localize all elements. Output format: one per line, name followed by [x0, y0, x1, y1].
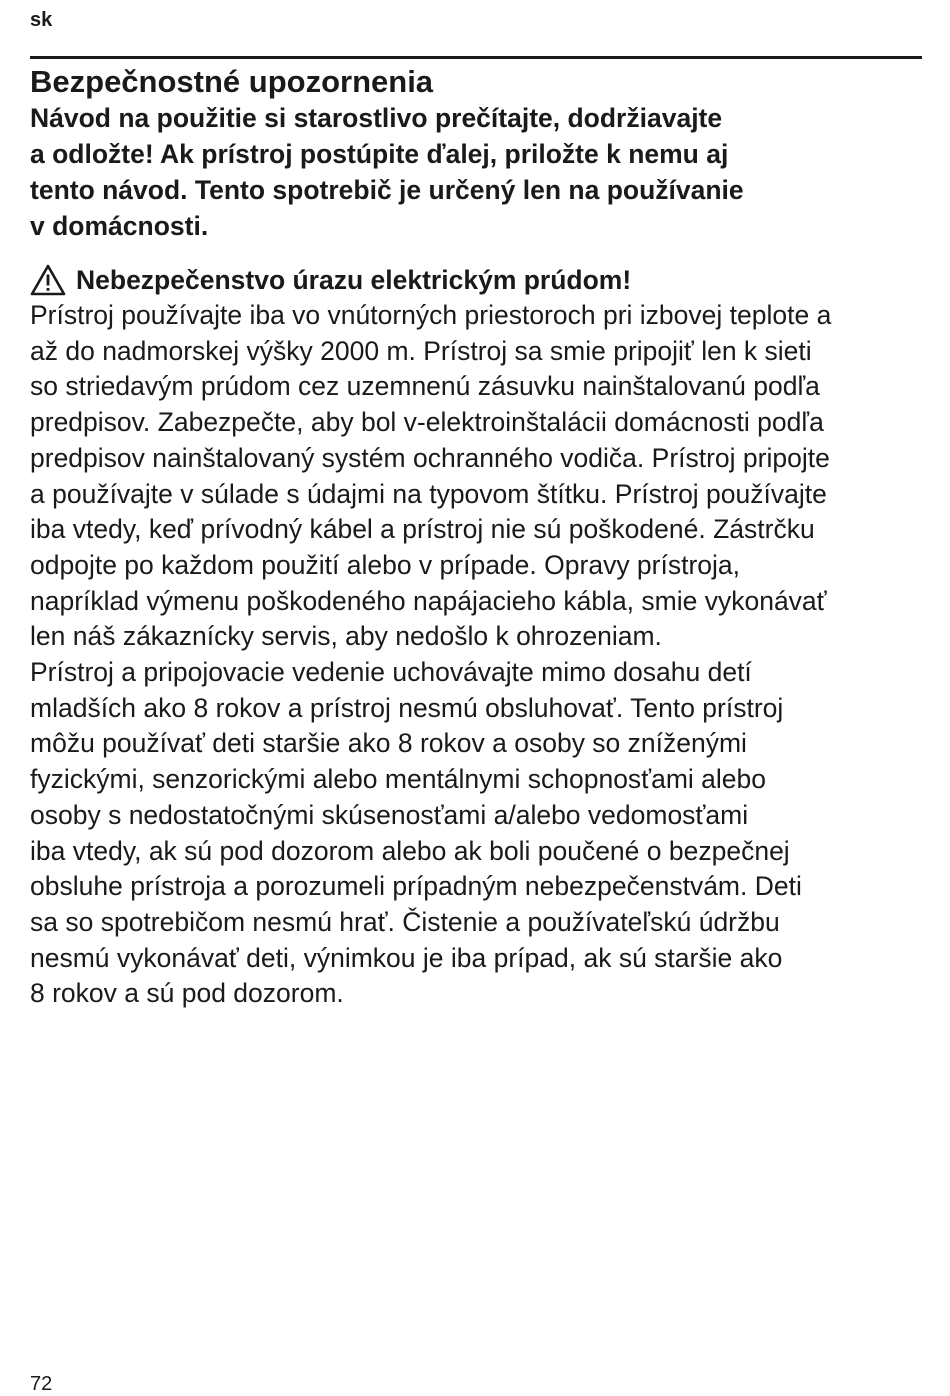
warning-heading: [30, 262, 930, 298]
body-line: Prístroj používajte iba vo vnútorných priestoroch pri izbovej teplote a: [30, 300, 832, 330]
body-line: fyzickými, senzorickými alebo mentálnymi schopnosťami alebo: [30, 764, 767, 795]
header-divider: [30, 56, 922, 59]
body-line: obsluhe prístroja a porozumeli prípadným nebezpečenstvám. Deti: [30, 871, 802, 902]
intro-line: v domácnosti.: [30, 211, 209, 241]
page-number: 72: [30, 1373, 53, 1395]
body-line: so striedavým prúdom cez uzemnenú zásuvku nainštalovanú podľa: [30, 371, 820, 402]
intro-line: Návod na použitie si starostlivo prečítajte, dodržiavajte: [30, 103, 723, 133]
body-line: predpisov nainštalovaný systém ochranného vodiča. Prístroj pripojte: [30, 442, 830, 473]
body-line: odpojte po každom použití alebo v prípade. Opravy prístroja,: [30, 549, 741, 580]
warning-title-text: Nebezpečenstvo úrazu elektrickým prúdom!: [76, 265, 632, 295]
body-line: až do nadmorskej výšky 2000 m. Prístroj sa smie pripojiť len k sieti: [30, 335, 812, 366]
language-code: sk: [30, 9, 53, 31]
warning-body: [30, 298, 930, 1012]
intro-paragraph: [30, 100, 930, 244]
warning-triangle-icon: [30, 264, 66, 296]
body-line: iba vtedy, keď prívodný kábel a prístroj nie sú poškodené. Zástrčku: [30, 514, 815, 545]
body-line: mladších ako 8 rokov a prístroj nesmú obsluhovať. Tento prístroj: [30, 692, 784, 723]
intro-line: tento návod. Tento spotrebič je určený len na používanie: [30, 175, 744, 205]
body-line: predpisov. Zabezpečte, aby bol v-elektroinštalácii domácnosti podľa: [30, 407, 824, 438]
body-line: len náš zákaznícky servis, aby nedošlo k ohrozeniam.: [30, 621, 662, 652]
body-line: a používajte v súlade s údajmi na typovom štítku. Prístroj používajte: [30, 478, 827, 509]
body-line: napríklad výmenu poškodeného napájacieho kábla, smie vykonávať: [30, 585, 827, 616]
body-line: osoby s nedostatočnými skúsenosťami a/alebo vedomosťami: [30, 799, 749, 830]
body-line: 8 rokov a sú pod dozorom.: [30, 978, 344, 1009]
body-line: môžu používať deti staršie ako 8 rokov a osoby so zníženými: [30, 728, 747, 759]
section-title: Bezpečnostné upozornenia: [30, 64, 434, 99]
body-line: Prístroj a pripojovacie vedenie uchovávajte mimo dosahu detí: [30, 657, 752, 688]
body-line: nesmú vykonávať deti, výnimkou je iba prípad, ak sú staršie ako: [30, 942, 783, 973]
body-line: sa so spotrebičom nesmú hrať. Čistenie a používateľskú údržbu: [30, 906, 780, 937]
safety-section: [30, 64, 930, 1012]
intro-line: a odložte! Ak prístroj postúpite ďalej, priložte k nemu aj: [30, 139, 729, 169]
body-line: iba vtedy, ak sú pod dozorom alebo ak boli poučené o bezpečnej: [30, 835, 790, 866]
